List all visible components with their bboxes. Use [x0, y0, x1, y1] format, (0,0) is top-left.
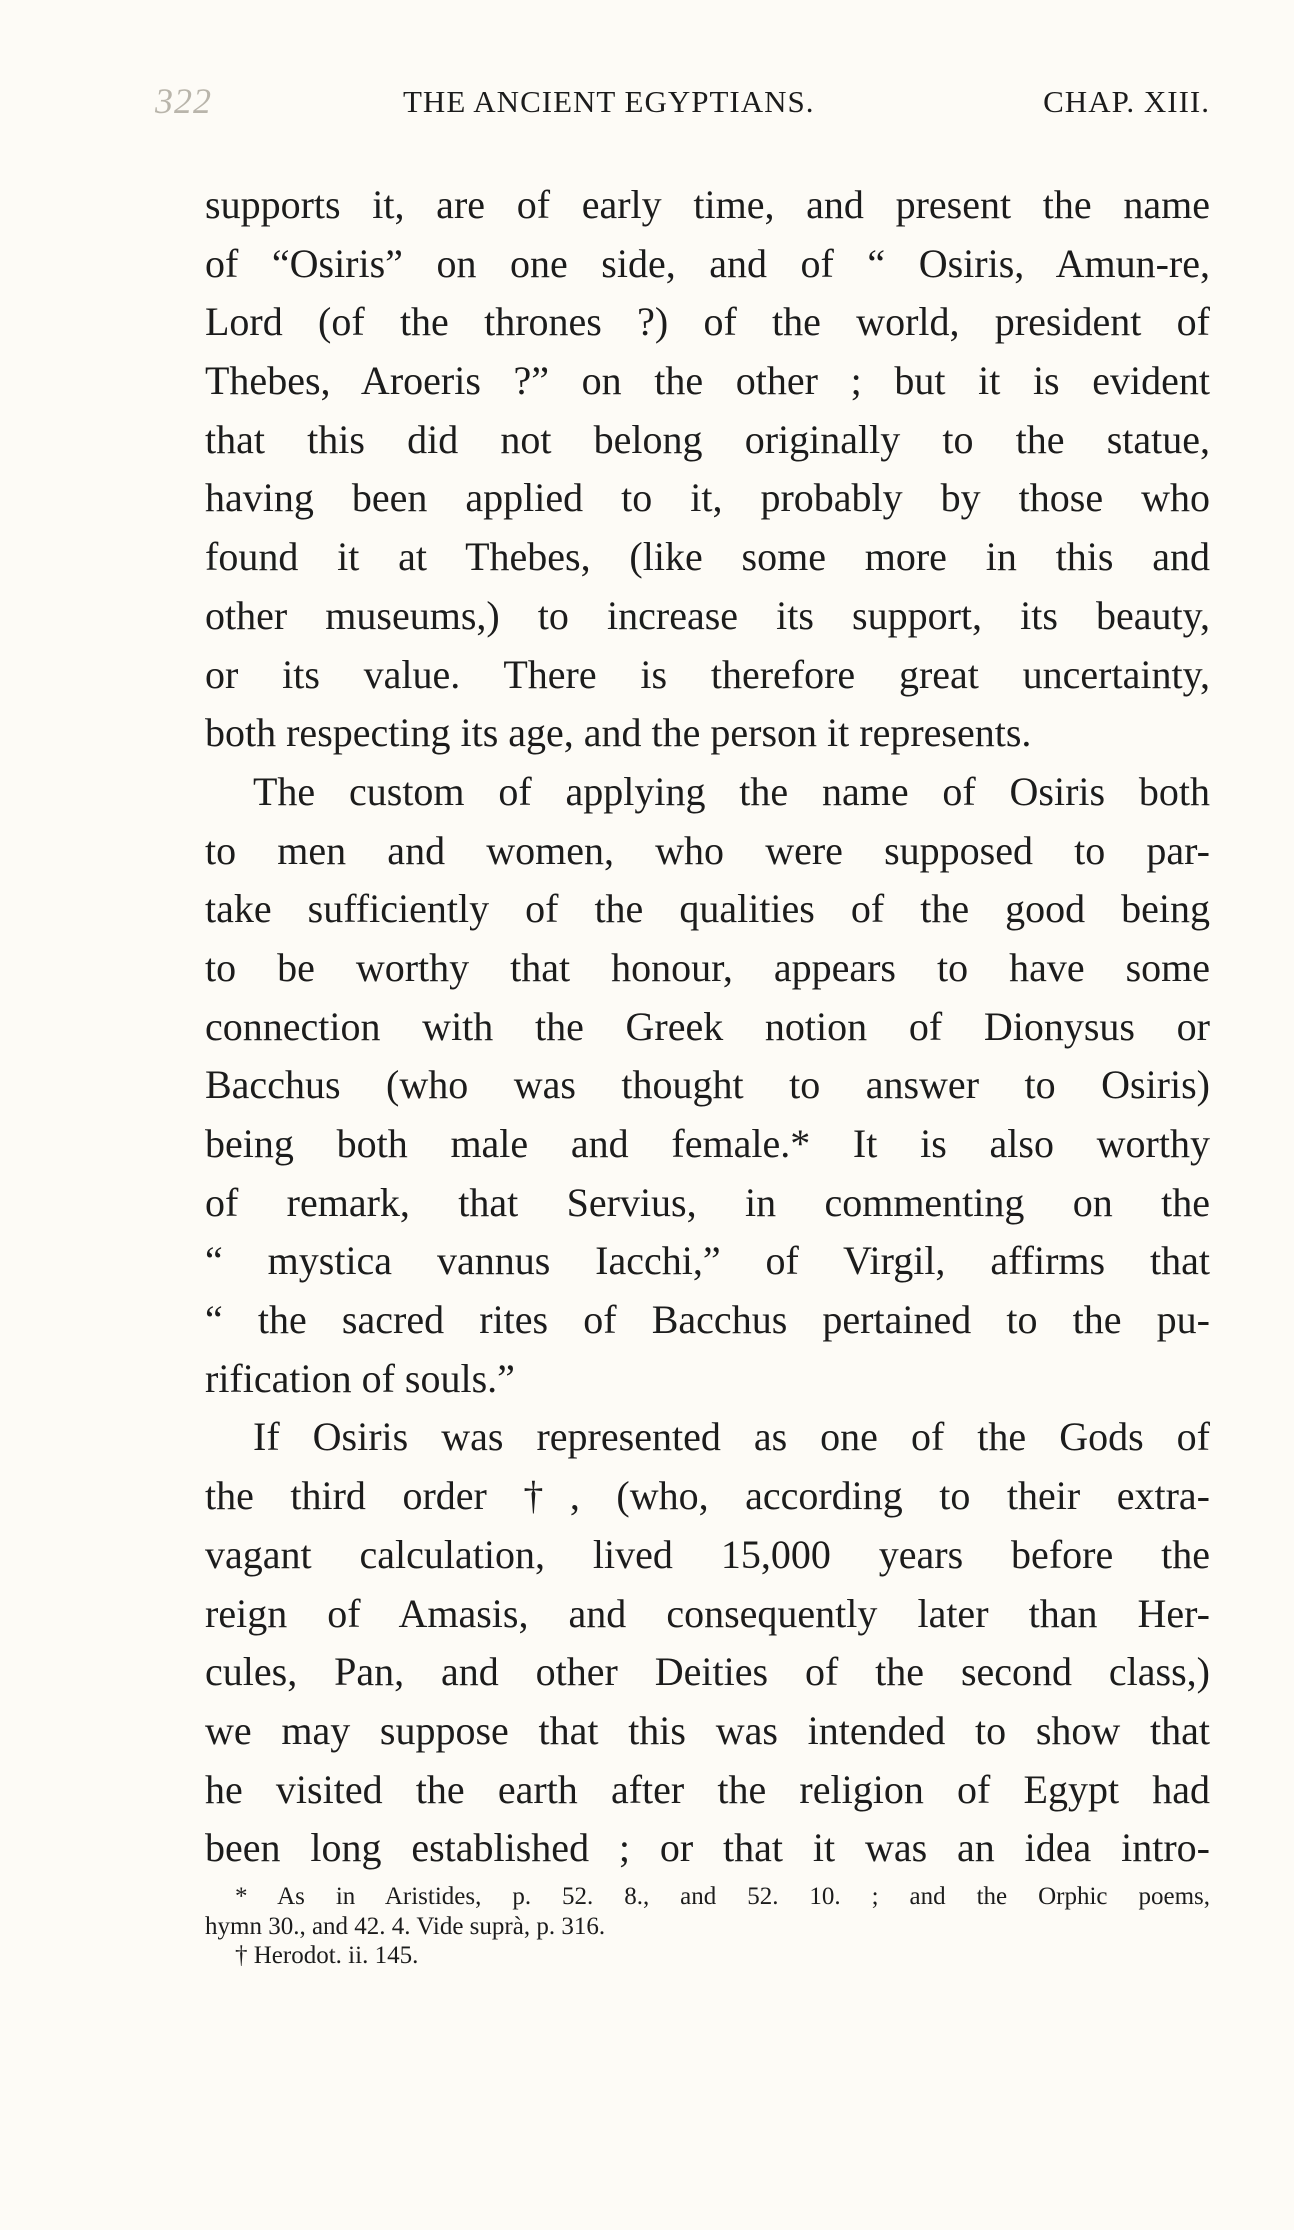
- text-line: of remark, that Servius, in commenting on the: [205, 1179, 1210, 1225]
- footnote-line: hymn 30., and 42. 4. Vide suprà, p. 316.: [205, 1912, 606, 1940]
- paragraph-start-line: The custom of applying the name of Osiris both: [253, 768, 1210, 814]
- text-line: he visited the earth after the religion of Egypt had: [205, 1766, 1210, 1812]
- text-line: Lord (of the thrones ?) of the world, president of: [205, 299, 1210, 345]
- text-line: we may suppose that this was intended to show that: [205, 1707, 1210, 1753]
- text-line: being both male and female.* It is also worthy: [205, 1121, 1210, 1166]
- text-line: other museums,) to increase its support, its beauty,: [205, 592, 1210, 638]
- running-title: THE ANCIENT EGYPTIANS.: [403, 84, 815, 119]
- text-line: connection with the Greek notion of Dionysus or: [205, 1003, 1210, 1049]
- paragraph-start-line: If Osiris was represented as one of the Gods of: [253, 1414, 1210, 1460]
- text-line: having been applied to it, probably by those who: [205, 475, 1210, 521]
- footnotes: [205, 1882, 1210, 1971]
- text-line: both respecting its age, and the person it represents.: [205, 710, 1032, 756]
- text-line: been long established ; or that it was an idea intro-: [205, 1825, 1210, 1871]
- text-line: the third order †, (who, according to their extra-: [205, 1473, 1210, 1519]
- text-line: vagant calculation, lived 15,000 years before the: [205, 1531, 1210, 1577]
- text-line: Bacchus (who was thought to answer to Osiris): [205, 1062, 1210, 1108]
- text-line: Thebes, Aroeris ?” on the other ; but it is evident: [205, 358, 1210, 404]
- chapter-label: CHAP. XIII.: [1043, 84, 1210, 119]
- footnote-line: † Herodot. ii. 145.: [235, 1942, 419, 1969]
- running-head: [155, 80, 1210, 130]
- text-line: of “Osiris” on one side, and of “ Osiris, Amun-re,: [205, 240, 1210, 286]
- text-line: to men and women, who were supposed to par-: [205, 827, 1210, 873]
- text-line: found it at Thebes, (like some more in this and: [205, 534, 1210, 580]
- text-line: or its value. There is therefore great uncertainty,: [205, 651, 1210, 697]
- text-line: take sufficiently of the qualities of the good being: [205, 886, 1210, 932]
- text-line: to be worthy that honour, appears to have some: [205, 944, 1210, 990]
- text-line: rification of souls.”: [205, 1355, 515, 1401]
- text-line: “ the sacred rites of Bacchus pertained to the pu-: [205, 1297, 1210, 1343]
- text-line: that this did not belong originally to the statue,: [205, 416, 1210, 462]
- body-text: [205, 176, 1210, 1878]
- footnote-line: * As in Aristides, p. 52. 8., and 52. 10. ; and the Orphic poems,: [235, 1883, 1210, 1910]
- text-line: reign of Amasis, and consequently later than Her-: [205, 1590, 1210, 1636]
- text-line: cules, Pan, and other Deities of the second class,): [205, 1649, 1210, 1695]
- text-line: “ mystica vannus Iacchi,” of Virgil, affirms that: [205, 1238, 1210, 1284]
- page-number: 322: [155, 81, 212, 121]
- text-line: supports it, are of early time, and present the name: [205, 182, 1210, 227]
